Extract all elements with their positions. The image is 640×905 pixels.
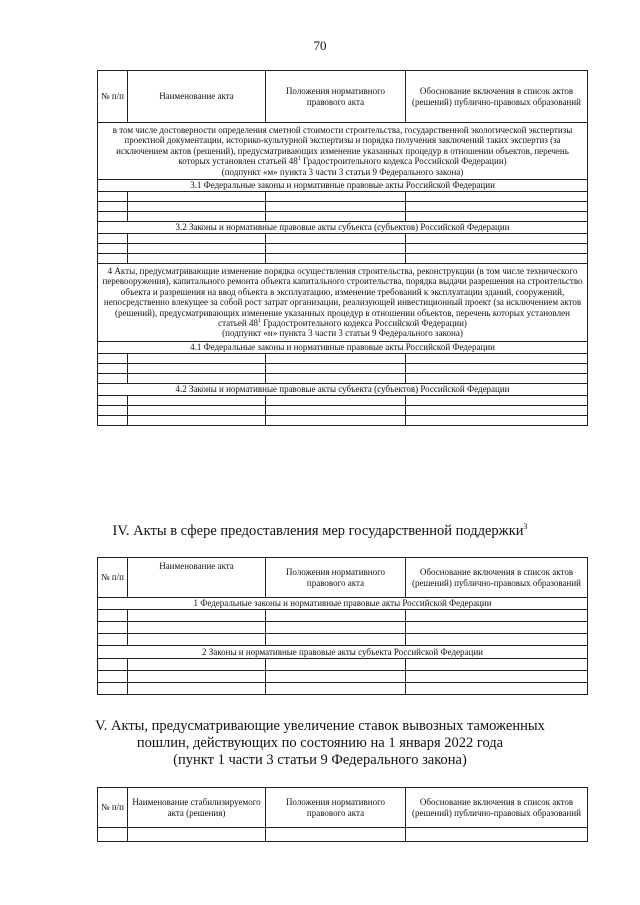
header-justification: Обоснование включения в список актов (решений) публично-правовых образований xyxy=(406,71,588,123)
cell xyxy=(266,671,406,683)
cell xyxy=(406,683,588,695)
acts-table-continued xyxy=(97,70,588,426)
row-1: 1 Федеральные законы и нормативные правовые акты Российской Федерации xyxy=(98,598,588,610)
cell xyxy=(406,405,588,415)
cell xyxy=(406,671,588,683)
table-row xyxy=(98,610,588,622)
cell xyxy=(128,622,266,634)
cell xyxy=(406,244,588,254)
cell xyxy=(128,405,266,415)
cell xyxy=(406,254,588,264)
cell xyxy=(266,373,406,383)
customs-duties-acts-table xyxy=(97,787,588,842)
table-row xyxy=(98,353,588,363)
header-justification: Обоснование включения в список актов (решений) публично-правовых образований xyxy=(406,788,588,828)
section-v-title-line3: (пункт 1 части 3 статьи 9 Федерального закона) xyxy=(173,752,467,768)
table-row xyxy=(98,244,588,254)
section-iv-title xyxy=(0,523,640,540)
cell xyxy=(98,659,128,671)
cell xyxy=(98,610,128,622)
cell xyxy=(266,244,406,254)
section-4-sup: 1 xyxy=(257,318,261,325)
cell xyxy=(98,353,128,363)
cell xyxy=(128,415,266,425)
cell xyxy=(266,202,406,212)
cell xyxy=(128,244,266,254)
cell xyxy=(128,254,266,264)
cell xyxy=(128,192,266,202)
cell xyxy=(266,254,406,264)
section-4-block xyxy=(98,264,588,342)
table-row xyxy=(98,341,588,353)
cell xyxy=(406,828,588,842)
cell xyxy=(128,373,266,383)
cell xyxy=(266,212,406,222)
cell xyxy=(98,234,128,244)
table-row xyxy=(98,683,588,695)
row-4-2: 4.2 Законы и нормативные правовые акты субъекта (субъектов) Российской Федерации xyxy=(98,383,588,395)
cell xyxy=(266,192,406,202)
cell xyxy=(266,415,406,425)
section-4-tail: Градостроительного кодекса Российской Федерации) xyxy=(260,318,467,329)
section-iv-title-sup: 3 xyxy=(523,522,528,532)
cell xyxy=(266,610,406,622)
cell xyxy=(266,659,406,671)
cell xyxy=(98,363,128,373)
cell xyxy=(128,634,266,646)
cell xyxy=(406,634,588,646)
table-row xyxy=(98,622,588,634)
cell xyxy=(98,244,128,254)
section-4-ref: (подпункт «н» пункта 3 части 3 статьи 9 Федерального закона) xyxy=(222,328,463,339)
table-row xyxy=(98,180,588,192)
table-row xyxy=(98,192,588,202)
table-row xyxy=(98,212,588,222)
page-number: 70 xyxy=(313,38,327,53)
cell xyxy=(406,212,588,222)
cell xyxy=(406,395,588,405)
cell xyxy=(266,828,406,842)
section-3-text: в том числе достоверности определения сметной стоимости строительства, государственной экологической экспертизы проектной документации, историко-культурной экспертизы и порядка получения заключений таких экспертиз (за исключением актов (решений), предусматривающих изменение указанных процедур в отношении объектов, перечень которых установлен статьей 48 xyxy=(112,125,573,167)
table-row xyxy=(98,202,588,212)
cell xyxy=(98,212,128,222)
cell xyxy=(128,353,266,363)
cell xyxy=(406,353,588,363)
table-row xyxy=(98,634,588,646)
cell xyxy=(266,353,406,363)
cell xyxy=(406,192,588,202)
table-header-row xyxy=(98,71,588,123)
table-header-row xyxy=(98,558,588,598)
cell xyxy=(98,405,128,415)
section-v-title-line2: пошлин, действующих по состоянию на 1 января 2022 года xyxy=(136,735,504,751)
cell xyxy=(266,622,406,634)
section-4-block-row xyxy=(98,264,588,342)
cell xyxy=(266,363,406,373)
table-row xyxy=(98,363,588,373)
header-provisions: Положения нормативного правового акта xyxy=(266,71,406,123)
header-num: № п/п xyxy=(98,788,128,828)
state-support-acts-table xyxy=(97,557,588,695)
table-row xyxy=(98,598,588,610)
table-header-row xyxy=(98,788,588,828)
cell xyxy=(406,659,588,671)
cell xyxy=(98,622,128,634)
cell xyxy=(266,683,406,695)
cell xyxy=(128,234,266,244)
section-3-sup: 1 xyxy=(297,156,301,163)
cell xyxy=(128,610,266,622)
cell xyxy=(98,373,128,383)
table-row xyxy=(98,415,588,425)
cell xyxy=(98,634,128,646)
cell xyxy=(406,373,588,383)
table-row xyxy=(98,405,588,415)
cell xyxy=(128,671,266,683)
header-name: Наименование акта xyxy=(128,71,266,123)
table-row xyxy=(98,254,588,264)
cell xyxy=(406,363,588,373)
section-iv-title-text: IV. Акты в сфере предоставления мер государственной поддержки xyxy=(112,523,524,539)
cell xyxy=(128,363,266,373)
row-2: 2 Законы и нормативные правовые акты субъекта Российской Федерации xyxy=(98,646,588,659)
header-provisions: Положения нормативного правового акта xyxy=(266,558,406,598)
header-num: № п/п xyxy=(98,558,128,598)
table-row xyxy=(98,222,588,234)
cell xyxy=(266,395,406,405)
cell xyxy=(98,192,128,202)
cell xyxy=(406,622,588,634)
section-3-ref: (подпункт «м» пункта 3 части 3 статьи 9 Федерального закона) xyxy=(221,166,464,177)
cell xyxy=(406,202,588,212)
cell xyxy=(128,212,266,222)
cell xyxy=(98,254,128,264)
section-v-title xyxy=(0,718,640,769)
cell xyxy=(266,634,406,646)
cell xyxy=(406,610,588,622)
cell xyxy=(98,202,128,212)
cell xyxy=(128,202,266,212)
header-provisions: Положения нормативного правового акта xyxy=(266,788,406,828)
header-justification: Обоснование включения в список актов (решений) публично-правовых образований xyxy=(406,558,588,598)
header-name: Наименование акта xyxy=(128,558,266,598)
cell xyxy=(98,671,128,683)
cell xyxy=(266,405,406,415)
cell xyxy=(98,828,128,842)
table-row xyxy=(98,395,588,405)
row-3-1: 3.1 Федеральные законы и нормативные правовые акты Российской Федерации xyxy=(98,180,588,192)
section-3-block-row xyxy=(98,123,588,180)
cell xyxy=(128,828,266,842)
table-row xyxy=(98,373,588,383)
cell xyxy=(266,234,406,244)
section-3-tail: Градостроительного кодекса Российской Федерации) xyxy=(300,156,507,167)
cell xyxy=(128,683,266,695)
row-3-2: 3.2 Законы и нормативные правовые акты субъекта (субъектов) Российской Федерации xyxy=(98,222,588,234)
table-row xyxy=(98,383,588,395)
cell xyxy=(98,395,128,405)
row-4-1: 4.1 Федеральные законы и нормативные правовые акты Российской Федерации xyxy=(98,341,588,353)
cell xyxy=(406,234,588,244)
cell xyxy=(98,683,128,695)
table-row xyxy=(98,828,588,842)
table-row xyxy=(98,234,588,244)
section-3-block xyxy=(98,123,588,180)
table-row xyxy=(98,659,588,671)
table-row xyxy=(98,646,588,659)
section-4-text: 4 Акты, предусматривающие изменение порядка осуществления строительства, реконструкции (в том числе технического перевооружения), капитального ремонта объекта капитального строительства, порядка выдачи разрешения на строительство объекта и разрешения на ввод объекта в эксплуатацию, изменение требований к эксплуатации зданий, сооружений, непосредственно влекущее за собой рост затрат организации, реализующей инвестиционный проект (за исключением актов (решений), предусматривающих изменение указанных процедур в отношении объектов, перечень которых установлен статьей 48 xyxy=(102,266,583,329)
cell xyxy=(406,415,588,425)
cell xyxy=(98,415,128,425)
header-num: № п/п xyxy=(98,71,128,123)
header-stabilized-name: Наименование стабилизируемого акта (решения) xyxy=(128,788,266,828)
cell xyxy=(128,395,266,405)
table-row xyxy=(98,671,588,683)
cell xyxy=(128,659,266,671)
section-v-title-line1: V. Акты, предусматривающие увеличение ставок вывозных таможенных xyxy=(95,718,545,734)
